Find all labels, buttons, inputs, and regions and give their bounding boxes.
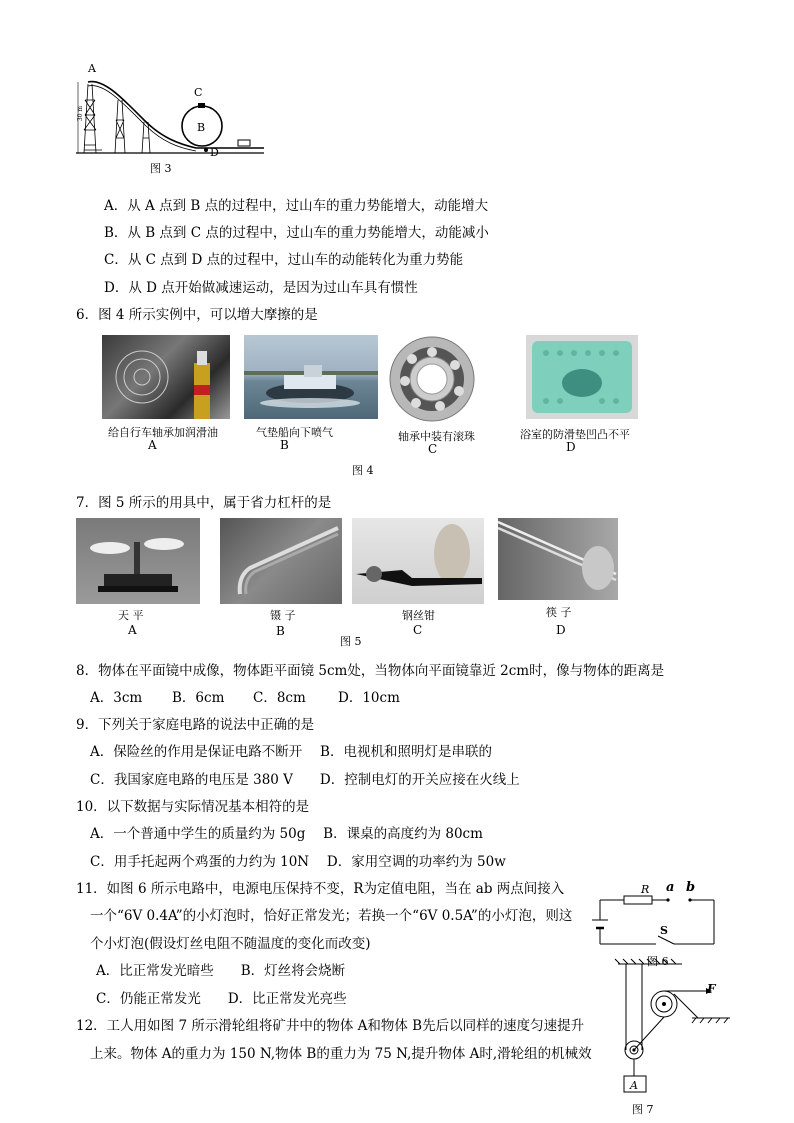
fig5-caption-a: 天 平 (118, 609, 144, 622)
anti-slip-mat-photo (526, 335, 638, 419)
q10-options-line2: C．用手托起两个鸡蛋的力约为 10N D．家用空调的功率约为 50w (90, 854, 506, 870)
hovercraft-photo (244, 335, 378, 419)
q12-line1: 12．工人用如图 7 所示滑轮组将矿井中的物体 A和物体 B先后以同样的速度匀速提升 (76, 1018, 585, 1034)
fig6-r-label: R (641, 883, 650, 896)
fig3-point-c: C (194, 86, 203, 99)
fig3-point-a: A (88, 62, 96, 75)
fig4-letter-d: D (566, 440, 576, 454)
q11-line3: 个小灯泡(假设灯丝电阻不随温度的变化而改变) (90, 936, 371, 952)
q9-stem: 9．下列关于家庭电路的说法中正确的是 (76, 717, 315, 733)
q5-option-c: C．从 C 点到 D 点的过程中，过山车的动能转化为重力势能 (104, 252, 464, 268)
q8-option-b: B．6cm (172, 690, 225, 706)
fig3-height-label: 30 m (77, 105, 85, 122)
q10-options-line1: A．一个普通中学生的质量约为 50g B．课桌的高度约为 80cm (90, 826, 483, 842)
q8-stem: 8．物体在平面镜中成像，物体距平面镜 5cm处，当物体向平面镜靠近 2cm时，像与物体的距离是 (76, 663, 665, 679)
fig5-letter-d: D (556, 623, 566, 637)
fig4-letter-a: A (148, 438, 157, 452)
q5-option-b: B．从 B 点到 C 点的过程中，过山车的重力势能增大，动能减小 (104, 225, 489, 241)
fig5-letter-c: C (413, 623, 423, 637)
q8-option-a: A．3cm (90, 690, 143, 706)
ball-bearing-photo (388, 335, 476, 423)
q8-option-d: D．10cm (338, 690, 400, 706)
q11-line4: A．比正常发光暗些 B．灯丝将会烧断 (96, 963, 346, 979)
fig4-caption: 图 4 (352, 464, 374, 477)
balance-scale-photo (76, 518, 200, 604)
fig4-letter-c: C (428, 442, 438, 456)
chopsticks-photo (498, 518, 618, 600)
fig5-letter-a: A (128, 623, 137, 637)
fig3-point-d: D (210, 146, 219, 159)
q6-stem: 6．图 4 所示实例中，可以增大摩擦的是 (76, 307, 318, 323)
fig3-point-b: B (197, 121, 206, 134)
tweezers-photo (220, 518, 342, 604)
fig4-caption-c: 轴承中装有滚珠 (398, 430, 475, 443)
fig5-caption-b: 镊 子 (270, 609, 296, 622)
q10-stem: 10．以下数据与实际情况基本相符的是 (76, 799, 310, 815)
roller-coaster-figure (74, 60, 274, 160)
q9-options-line2: C．我国家庭电路的电压是 380 V D．控制电灯的开关应接在火线上 (90, 772, 520, 788)
q11-line1: 11．如图 6 所示电路中，电源电压保持不变，R为定值电阻，当在 ab 两点间接入 (76, 881, 565, 897)
fig6-b-label: b (686, 880, 696, 895)
q5-option-d: D．从 D 点开始做减速运动，是因为过山车具有惯性 (104, 280, 418, 296)
fig6-a-label: a (666, 880, 675, 895)
q11-line2: 一个“6V 0.4A”的小灯泡时，恰好正常发光；若换一个“6V 0.5A”的小灯泡，则这 (90, 908, 573, 924)
circuit-diagram (590, 886, 720, 948)
fig6-caption: 图 6 (647, 955, 669, 968)
fig5-letter-b: B (276, 624, 285, 638)
fig4-letter-b: B (280, 438, 289, 452)
q7-stem: 7．图 5 所示的用具中，属于省力杠杆的是 (76, 495, 332, 511)
fig3-caption: 图 3 (150, 162, 172, 175)
fig5-caption-c: 钢丝钳 (402, 609, 435, 622)
bicycle-lubrication-photo (102, 335, 230, 419)
fig7-object-label: A (630, 1079, 638, 1092)
q12-line2: 上来。物体 A的重力为 150 N,物体 B的重力为 75 N,提升物体 A时,滑轮组的机械效 (90, 1046, 592, 1062)
q8-option-c: C．8cm (253, 690, 306, 706)
q5-option-a: A．从 A 点到 B 点的过程中，过山车的重力势能增大，动能增大 (104, 198, 489, 214)
fig4-caption-b: 气垫船向下喷气 (256, 426, 333, 439)
wire-pliers-photo (352, 518, 484, 604)
q11-line5: C．仍能正常发光 D．比正常发光亮些 (96, 991, 347, 1007)
fig6-s-label: S (660, 924, 668, 937)
fig4-caption-a: 给自行车轴承加润滑油 (108, 426, 218, 439)
q9-options-line1: A．保险丝的作用是保证电路不断开 B．电视机和照明灯是串联的 (90, 744, 492, 760)
fig7-caption: 图 7 (632, 1103, 654, 1116)
fig5-caption-d: 筷 子 (546, 606, 572, 619)
fig5-caption: 图 5 (340, 635, 362, 648)
fig4-caption-d: 浴室的防滑垫凹凸不平 (520, 428, 630, 441)
fig7-force-label: F (707, 982, 716, 996)
